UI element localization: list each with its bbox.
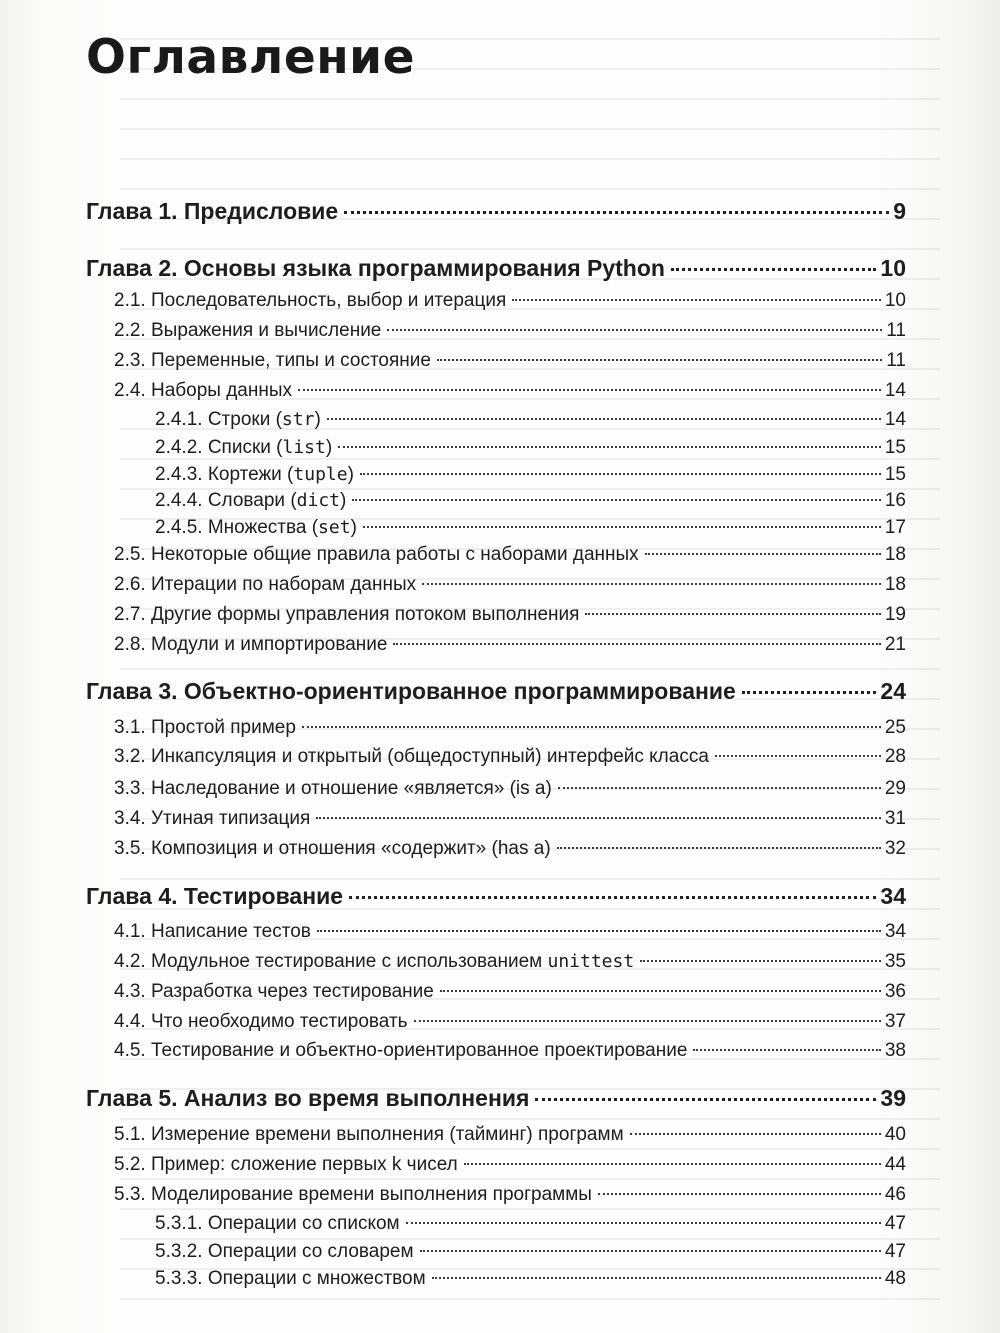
section-title: 2.8. Модули и импортирование [114,634,388,655]
chapter-title: Глава 4. Тестирование [86,883,344,909]
toc-section-4-4[interactable] [114,1011,906,1033]
page-number: 17 [884,517,906,538]
page-number: 37 [884,1011,906,1032]
page-number: 18 [884,574,906,595]
page-number: 18 [884,544,906,565]
dot-leader [742,691,877,694]
dot-leader [316,817,881,819]
chapter-title: Глава 2. Основы языка программирования Python [86,255,665,281]
page-number: 44 [884,1154,906,1175]
dot-leader [432,1277,881,1279]
toc-subsection-2-4-2[interactable] [155,437,906,459]
dot-leader [317,930,881,932]
dot-leader [393,643,880,645]
dot-leader [422,583,881,585]
toc-chapter-2[interactable] [86,255,906,282]
toc-section-3-5[interactable] [114,838,906,860]
section-title: 5.3. Моделирование времени выполнения программы [114,1184,592,1205]
toc-section-2-4[interactable] [114,380,906,402]
toc-subsection-2-4-1[interactable] [155,409,906,431]
page-number: 47 [884,1241,906,1262]
dot-leader [535,1098,876,1101]
toc-title: Оглавление [86,30,415,85]
section-title: 2.4.4. Словари (dict) [155,490,347,511]
page-number: 11 [886,350,906,371]
dot-leader [512,299,881,301]
dot-leader [327,418,881,420]
page-number: 34 [884,921,906,942]
toc-subsection-5-3-3[interactable] [155,1268,906,1290]
page-number: 19 [884,604,906,625]
page-number: 36 [884,981,906,1002]
page-number: 32 [884,838,906,859]
dot-leader [414,1020,881,1022]
section-title: 2.2. Выражения и вычисление [114,320,382,341]
page-number: 10 [880,255,906,281]
toc-section-5-3[interactable] [114,1184,906,1206]
toc-section-3-2[interactable] [114,746,906,768]
page-number: 14 [884,409,906,430]
section-title: 4.1. Написание тестов [114,921,311,942]
page-number: 38 [884,1040,906,1061]
dot-leader [338,446,881,448]
dot-leader [349,896,876,899]
page-number: 39 [880,1085,906,1111]
section-title: 3.3. Наследование и отношение «является» (is a) [114,778,552,799]
toc-chapter-1[interactable] [86,198,906,225]
section-title: 3.1. Простой пример [114,717,296,738]
toc-section-2-1[interactable] [114,290,906,312]
toc-section-4-2[interactable] [114,951,906,973]
dot-leader [360,473,881,475]
toc-section-2-5[interactable] [114,544,906,566]
toc-subsection-2-4-3[interactable] [155,464,906,486]
dot-leader [437,359,882,361]
page-number: 16 [884,490,906,511]
page-number: 29 [884,778,906,799]
page-number: 34 [880,883,906,909]
toc-section-2-8[interactable] [114,634,906,656]
section-title: 4.5. Тестирование и объектно-ориентированное проектирование [114,1040,688,1061]
toc-section-5-1[interactable] [114,1124,906,1146]
section-title: 3.2. Инкапсуляция и открытый (общедоступный) интерфейс класса [114,746,709,767]
page-number: 28 [884,746,906,767]
dot-leader [558,787,881,789]
toc-section-3-1[interactable] [114,717,906,739]
section-title: 2.5. Некоторые общие правила работы с наборами данных [114,544,639,565]
section-title: 3.5. Композиция и отношения «содержит» (has a) [114,838,551,859]
section-title: 4.3. Разработка через тестирование [114,981,434,1002]
section-title: 3.4. Утиная типизация [114,808,311,829]
dot-leader [630,1133,881,1135]
toc-section-3-3[interactable] [114,778,906,800]
dot-leader [715,755,881,757]
toc-subsection-5-3-2[interactable] [155,1241,906,1263]
dot-leader [598,1193,881,1195]
page-number: 40 [884,1124,906,1145]
page-number: 48 [884,1268,906,1289]
chapter-title: Глава 1. Предисловие [86,198,339,224]
page-number: 31 [884,808,906,829]
dot-leader [363,526,881,528]
section-title: 5.3.3. Операции с множеством [155,1268,426,1289]
section-title: 2.7. Другие формы управления потоком выполнения [114,604,580,625]
section-title: 2.4.1. Строки (str) [155,409,321,430]
section-title: 2.4.2. Списки (list) [155,437,333,458]
section-title: 2.6. Итерации по наборам данных [114,574,417,595]
toc-section-5-2[interactable] [114,1154,906,1176]
dot-leader [406,1222,881,1224]
toc-subsection-2-4-4[interactable] [155,490,906,512]
section-title: 2.4.3. Кортежи (tuple) [155,464,354,485]
dot-leader [387,329,882,331]
toc-section-3-4[interactable] [114,808,906,830]
page-number: 15 [884,464,906,485]
page-number: 47 [884,1213,906,1234]
page-number: 46 [884,1184,906,1205]
page-number: 15 [884,437,906,458]
page-number: 10 [884,290,906,311]
page-number: 11 [886,320,906,341]
page-number: 14 [884,380,906,401]
toc-section-2-2[interactable] [114,320,906,342]
toc-chapter-3[interactable] [86,678,906,705]
section-title: 5.3.1. Операции со списком [155,1213,400,1234]
toc-subsection-5-3-1[interactable] [155,1213,906,1235]
page-number: 35 [884,951,906,972]
dot-leader [645,553,881,555]
dot-leader [298,389,881,391]
section-title: 5.2. Пример: сложение первых k чисел [114,1154,458,1175]
toc-section-2-7[interactable] [114,604,906,626]
dot-leader [640,960,881,962]
dot-leader [464,1163,881,1165]
dot-leader [420,1250,881,1252]
section-title: 5.1. Измерение времени выполнения (тайминг) программ [114,1124,624,1145]
toc-section-4-5[interactable] [114,1040,906,1062]
dot-leader [585,613,880,615]
page-number: 9 [893,198,906,224]
dot-leader [344,211,889,214]
page-number: 25 [884,717,906,738]
dot-leader [352,499,881,501]
toc-section-4-3[interactable] [114,981,906,1003]
dot-leader [440,990,881,992]
chapter-title: Глава 3. Объектно-ориентированное программирование [86,678,736,704]
page-number: 21 [884,634,906,655]
chapter-title: Глава 5. Анализ во время выполнения [86,1085,530,1111]
section-title: 2.3. Переменные, типы и состояние [114,350,431,371]
page-number: 24 [880,678,906,704]
dot-leader [302,726,881,728]
toc-subsection-2-4-5[interactable] [155,517,906,539]
toc-chapter-4[interactable] [86,883,906,910]
section-title: 4.4. Что необходимо тестировать [114,1011,408,1032]
section-title: 4.2. Модульное тестирование с использованием unittest [114,951,635,972]
toc-section-4-1[interactable] [114,921,906,943]
toc-section-2-6[interactable] [114,574,906,596]
section-title: 2.4. Наборы данных [114,380,293,401]
toc-chapter-5[interactable] [86,1085,906,1112]
dot-leader [693,1049,880,1051]
section-title: 5.3.2. Операции со словарем [155,1241,414,1262]
section-title: 2.1. Последовательность, выбор и итерация [114,290,507,311]
section-title: 2.4.5. Множества (set) [155,517,357,538]
toc-section-2-3[interactable] [114,350,906,372]
dot-leader [671,268,876,271]
dot-leader [557,847,881,849]
